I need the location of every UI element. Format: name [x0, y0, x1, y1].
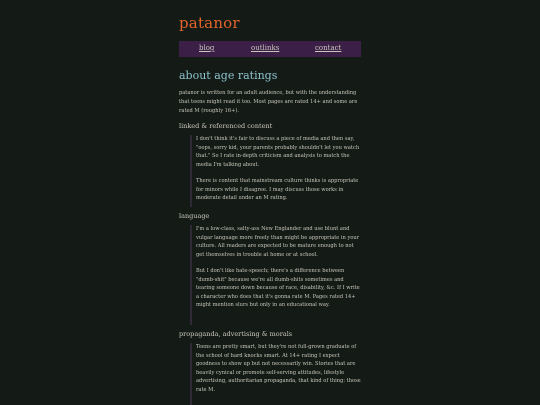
section-heading-language: language	[179, 212, 210, 220]
nav-link-blog[interactable]: blog	[199, 44, 215, 52]
site-title[interactable]: patanor	[179, 14, 240, 32]
nav-link-outlinks[interactable]: outlinks	[251, 44, 280, 52]
nav-link-contact[interactable]: contact	[315, 44, 342, 52]
section-heading-propaganda: propaganda, advertising & morals	[179, 330, 293, 338]
section-paragraph: I'm a low-class, salty-ass New Englander and use blunt and vulgar language more freely than might be appropriate in your culture. All readers are expected to be mature enough to not get themselves in trouble at home or at school.	[196, 226, 360, 258]
section-heading-linked: linked & referenced content	[179, 122, 273, 130]
section-paragraph: Teens are pretty smart, but they're not full-grown graduate of the school of hard knocks smart. At 14+ rating I expect goodness to show up but not necessarily win. Stories that are heavily cynical or promote self-serving attitudes, lifestyle advertising, authoritarian propaganda, that kind of thing: those rate M.	[196, 344, 361, 393]
section-paragraph: But I don't like hate-speech; there's a difference between "dumb-shit" because we're all dumb-shits sometimes and tearing someone down because of race, disability, &c. If I write a character who does that it's gonna rate M. Pages rated 14+ might mention slurs but only in an educational way.	[196, 268, 360, 309]
section-indent-bar	[190, 135, 192, 207]
nav-bar	[179, 41, 361, 57]
intro-paragraph: patanor is written for an adult audience, but with the understanding that teens might read it too. Most pages are rated 14+ and some are rated M (roughly 16+).	[179, 90, 358, 114]
section-indent-bar	[190, 225, 192, 325]
section-paragraph: There is content that mainstream culture thinks is appropriate for minors while I disagree. I may discuss those works in moderate detail under an M rating.	[196, 178, 359, 202]
section-paragraph: I don't think it's fair to discuss a piece of media and then say, "oops, sorry kid, your parents probably shouldn't let you watch that." So I rate in-depth criticism and analysis to match the media I'm talking about.	[196, 136, 360, 168]
page-title: about age ratings	[179, 69, 278, 82]
section-indent-bar	[190, 343, 192, 405]
